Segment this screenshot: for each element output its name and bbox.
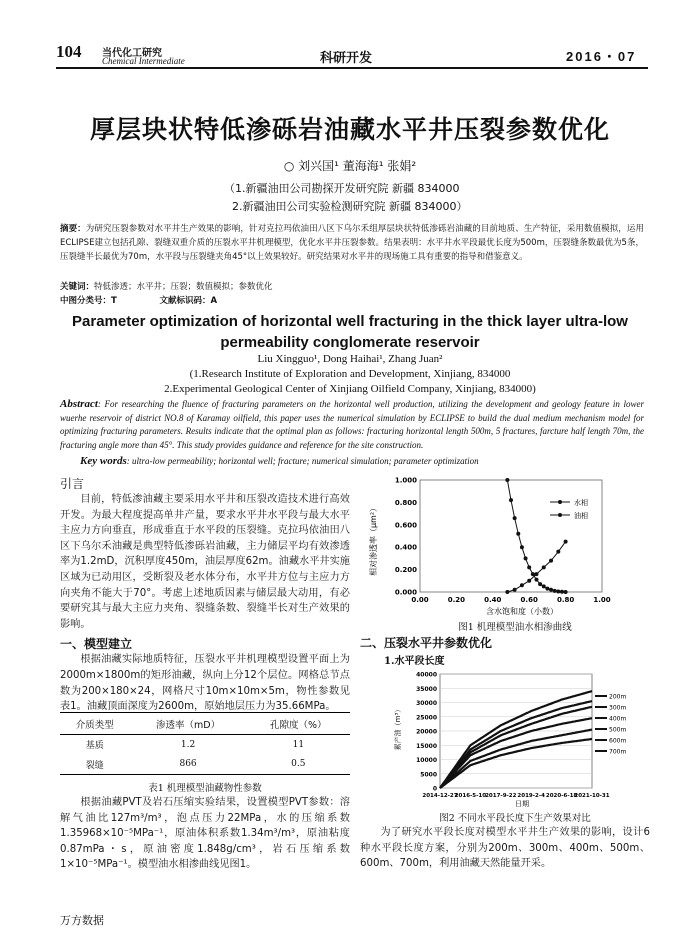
authors-cn: ○ 刘兴国¹ 董海海¹ 张娟² xyxy=(283,159,417,173)
keywords-cn-label: 关键词： xyxy=(60,282,95,292)
data-point xyxy=(564,590,568,594)
x-tick-label: 2019-2-4 xyxy=(517,793,545,799)
table-header: 介质类型 xyxy=(60,713,130,735)
abstract-cn-label: 摘要： xyxy=(60,224,86,234)
table-cell: 866 xyxy=(130,755,247,775)
abstract-cn-text: 为研究压裂参数对水平井生产效果的影响，针对克拉玛依油田八区下乌尔禾组厚层块状特低渗砾岩油藏的目前地质、生产特征，采用数值模拟，运用ECLIPSE建立包括孔隙、裂缝双重介质的压裂水平井机理模型，优化水平井压裂参数。结果表明：水平井水平段最优长度为500m，压裂缝条数最优为5条，压裂缝半长最优为70m，水平段与压裂缝夹角45°以上效果较好。研究结果对水平井的现场施工具有重要的指导和借鉴意义。 xyxy=(60,224,644,262)
data-point xyxy=(524,556,528,560)
y-tick-label: 25000 xyxy=(416,714,437,722)
doc-code-value: A xyxy=(210,296,218,306)
data-point xyxy=(520,583,524,587)
y-tick-label: 20000 xyxy=(416,728,437,736)
data-point xyxy=(542,584,546,588)
table-header: 孔隙度（%） xyxy=(247,713,350,735)
table-caption: 表1 机理模型油藏物性参数 xyxy=(148,783,262,794)
section-2-text-block xyxy=(360,825,650,872)
chart-x-label: 含水饱和度（小数） xyxy=(486,607,558,616)
data-point xyxy=(556,589,560,593)
issue-label: 2016・07 xyxy=(566,49,637,64)
table-header: 渗透率（mD） xyxy=(130,713,247,735)
legend-label: 油相 xyxy=(574,512,588,520)
doc-code-label: 文献标识码： xyxy=(159,296,211,306)
x-tick-label: 2016-5-10 xyxy=(454,793,487,799)
data-point xyxy=(534,572,538,576)
plot-frame xyxy=(420,480,602,592)
table-cell: 11 xyxy=(292,739,305,750)
data-point xyxy=(527,565,531,569)
x-tick-label: 0.80 xyxy=(556,596,575,604)
legend-label: 400m xyxy=(609,715,627,723)
header-rule xyxy=(56,67,648,69)
abstract-en-text: : For researching the fluence of fracturing parameters on the horizontal well production, utilizing the development and geology feature in lower wuerhe reservoir of district NO.8 of Karamay oilfield, this paper uses the numerical simulation by ECLIPSE to build the dual medium mechanism model for optimizing fracturing parameters. Results indicate that the optimal plan as follows: fracturing horizontal length 500m, 5 fractures, farcture half length 70m, the fracturing angle more than 45°. This study provides guidance and reference for the site construction. xyxy=(60,399,644,450)
legend-label: 600m xyxy=(609,737,627,745)
legend-label: 水相 xyxy=(574,499,588,507)
paper-title-cn: 厚层块状特低渗砾岩油藏水平井压裂参数优化 xyxy=(89,115,610,144)
data-point xyxy=(538,582,542,586)
table-cell: 基质 xyxy=(85,741,104,752)
x-tick-label: 1.00 xyxy=(593,596,611,604)
table-row xyxy=(60,755,350,775)
y-tick-label: 0.000 xyxy=(394,588,417,597)
model-paragraph: 根据油藏实际地质特征，压裂水平井机理模型设置平面上为2000m×1800m的矩形油藏，纵向上分12个层位。网格总节点数为200×180×24，网格尺寸10m×10m×5m，物性参数见表1。油藏顶面深度为2600m，原始地层压力为35.66MPa。 xyxy=(60,654,350,713)
x-tick-label: 0.00 xyxy=(411,596,429,604)
x-tick-label: 2020-6-18 xyxy=(545,793,578,799)
x-tick-label: 2017-9-22 xyxy=(485,793,517,799)
y-tick-label: 0.400 xyxy=(394,543,417,552)
affiliation-cn-2: 2.新疆油田公司实验检测研究院 新疆 834000） xyxy=(232,200,468,213)
properties-table xyxy=(60,712,350,775)
cumulative-production-chart xyxy=(392,668,632,808)
x-tick-label: 2021-10-31 xyxy=(574,793,610,799)
footer-watermark: 万方数据 xyxy=(60,914,104,927)
series-line-水相 xyxy=(507,542,565,592)
x-tick-label: 2014-12-27 xyxy=(422,793,458,799)
journal-name-cn: 当代化工研究 xyxy=(102,48,162,59)
data-point xyxy=(516,532,520,536)
intro-paragraph: 目前，特低渗油藏主要采用水平井和压裂改造技术进行高效开发。为最大程度提高单井产量，要求水平井水平段与最大水平主应力方向垂直，形成垂直于水平段的压裂缝。克拉玛依油田八区下乌尔禾油藏是典型特低渗砾岩油藏，主力储层平均有效渗透率为1.2mD，沉积厚度450m，油层厚度62m。油藏水平井实施区域为已动用区，受断裂及老水体分布，水平井方位与主应力方向夹角不能大于70°。考虑上述地质因素与储层最大动用，有必要研究其与最大主应力夹角、裂缝条数、裂缝半长对生产效果的影响。 xyxy=(60,494,350,630)
data-point xyxy=(527,579,531,583)
clc-value: T xyxy=(111,296,117,306)
y-tick-label: 1.000 xyxy=(394,476,417,485)
clc-label: 中图分类号： xyxy=(60,296,112,306)
data-point xyxy=(549,588,553,592)
affiliation-cn-1: （1.新疆油田公司勘探开发研究院 新疆 834000 xyxy=(224,182,460,195)
data-point xyxy=(531,572,535,576)
classification xyxy=(60,294,644,306)
table-row xyxy=(60,735,350,755)
chart-y-label: 累产油（m³） xyxy=(394,705,402,751)
section-label: 科研开发 xyxy=(320,51,373,66)
data-point xyxy=(513,516,517,520)
y-tick-label: 40000 xyxy=(416,671,437,679)
data-point xyxy=(505,478,509,482)
legend-label: 300m xyxy=(609,704,627,712)
pvt-block xyxy=(60,795,350,873)
data-point xyxy=(545,587,549,591)
relperm-chart xyxy=(362,472,652,617)
data-point xyxy=(556,550,560,554)
x-tick-label: 0.40 xyxy=(484,596,502,604)
data-point xyxy=(534,578,538,582)
y-tick-label: 10000 xyxy=(416,757,437,764)
abstract-en xyxy=(60,398,644,452)
table-cell: 裂缝 xyxy=(60,755,130,775)
y-tick-label: 0.600 xyxy=(394,521,417,530)
legend-marker xyxy=(558,500,562,504)
paper-title-en: Parameter optimization of horizontal well fracturing in the thick layer ultra-low permeability conglomerate reservoir xyxy=(72,313,628,351)
abstract-cn xyxy=(60,222,644,264)
pvt-paragraph: 根据油藏PVT及岩石压缩实验结果，设置模型PVT参数：溶解气油比127m³/m³，泡点压力22MPa，水的压缩系数1.35968×10⁻⁵MPa⁻¹，原油体积系数1.34m³/m³，原油粘度0.87mPa・s，原油密度1.848g/cm³，岩石压缩系数1×10⁻⁵MPa⁻¹。模型油水相渗曲线见图1。 xyxy=(60,797,350,871)
data-point xyxy=(520,545,524,549)
y-tick-label: 0 xyxy=(432,785,437,793)
table-cell: 1.2 xyxy=(180,739,196,750)
legend-label: 500m xyxy=(609,726,627,734)
data-point xyxy=(542,565,546,569)
data-point xyxy=(564,540,568,544)
left-column xyxy=(60,472,350,715)
data-point xyxy=(513,588,517,592)
legend-label: 200m xyxy=(609,693,627,701)
section-2-paragraph: 为了研究水平段长度对模型水平井生产效果的影响，设计6种水平段长度方案，分别为200m、300m、400m、500m、600m、700m，利用油藏天然能量开采。 xyxy=(360,827,650,870)
keywords-en xyxy=(80,455,644,467)
intro-heading: 引言 xyxy=(60,477,85,491)
model-heading: 一、模型建立 xyxy=(60,637,133,652)
data-point xyxy=(509,498,513,502)
y-tick-label: 30000 xyxy=(416,700,437,707)
affiliation-en-1: (1.Research Institute of Exploration and Development, Xinjiang, 834000 xyxy=(189,368,511,380)
data-point xyxy=(549,559,553,563)
y-tick-label: 35000 xyxy=(416,685,437,693)
page-number: 104 xyxy=(56,42,82,61)
table-cell: 0.5 xyxy=(247,755,350,775)
authors-en: Liu Xingguo¹, Dong Haihai¹, Zhang Juan² xyxy=(257,353,443,365)
data-point xyxy=(560,590,564,594)
x-tick-label: 0.60 xyxy=(520,596,538,604)
y-tick-label: 0.800 xyxy=(394,498,417,507)
keywords-en-label: Key words xyxy=(80,455,127,467)
figure-2-caption: 图2 不同水平段长度下生产效果对比 xyxy=(439,813,591,824)
x-tick-label: 0.20 xyxy=(447,596,466,604)
y-tick-label: 5000 xyxy=(420,771,437,779)
legend-marker xyxy=(558,513,562,517)
y-tick-label: 15000 xyxy=(416,742,437,750)
affiliation-en-2: 2.Experimental Geological Center of Xinjiang Oilfield Company, Xinjiang, 834000) xyxy=(164,383,536,395)
section-2-heading: 二、压裂水平井参数优化 xyxy=(360,636,493,650)
legend-label: 700m xyxy=(609,748,627,756)
data-point xyxy=(505,590,509,594)
keywords-cn-text: 特低渗透；水平井；压裂；数值模拟；参数优化 xyxy=(94,282,273,292)
keywords-cn xyxy=(60,280,644,292)
figure-1-caption: 图1 机理模型油水相渗曲线 xyxy=(458,622,572,633)
abstract-en-label: Abstract xyxy=(60,398,98,410)
chart-x-label: 日期 xyxy=(515,800,529,808)
data-point xyxy=(553,589,557,593)
chart-y-label: 相对渗透率（μm²） xyxy=(369,503,378,577)
subsection-1-heading: 1.水平段长度 xyxy=(384,656,445,667)
y-tick-label: 0.200 xyxy=(394,566,417,575)
journal-name-en: Chemical Intermediate xyxy=(102,56,185,66)
keywords-en-text: : ultra-low permeability; horizontal well; fracture; numerical simulation; parameter optimization xyxy=(126,456,479,466)
